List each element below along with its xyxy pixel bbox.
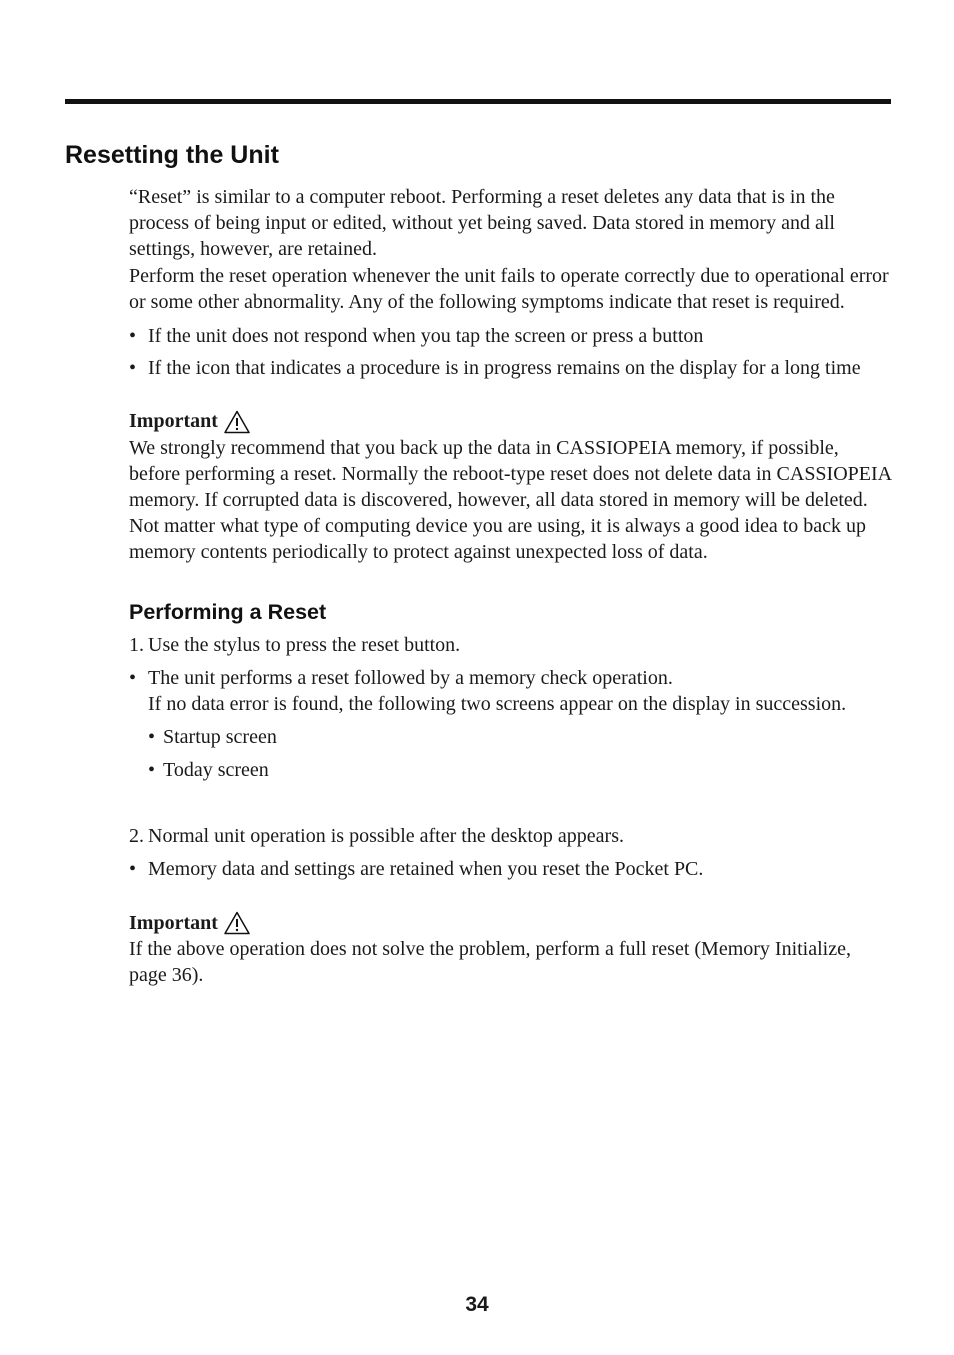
step-text: Use the stylus to press the reset button.	[148, 633, 461, 656]
symptom-text: If the unit does not respond when you tap the screen or press a button	[148, 325, 704, 348]
list-item	[129, 323, 891, 349]
list-item	[129, 724, 891, 750]
intro-paragraph-1: “Reset” is similar to a computer reboot. Performing a reset deletes any data that is in the process of being input or edited, without yet being saved. Data stored in memory and all settings, however, are retained.	[129, 186, 835, 261]
important-note	[129, 408, 891, 565]
symptom-text: If the icon that indicates a procedure is in progress remains on the display for a long time	[148, 357, 861, 380]
list-item	[129, 665, 891, 717]
important-label: Important	[129, 912, 218, 935]
important-text: We strongly recommend that you back up the data in CASSIOPEIA memory, if possible, before performing a reset. Normally the reboot-type reset does not delete data in CASSIOPEIA memory. If corrupted data is discovered, however, all data stored in memory will be deleted. Not matter what type of computing device you are using, it is always a good idea to back up memory contents periodically to protect against unexpected loss of data.	[129, 436, 892, 564]
bullet-marker: •	[129, 666, 137, 689]
important-label: Important	[129, 410, 218, 433]
important-heading	[129, 408, 891, 434]
step-note: Memory data and settings are retained when you reset the Pocket PC.	[148, 857, 704, 880]
list-item	[129, 757, 891, 783]
step-note: The unit performs a reset followed by a memory check operation.	[148, 666, 673, 689]
step-number: 2.	[129, 824, 144, 847]
page-number: 34	[465, 1293, 489, 1316]
important-note	[129, 910, 891, 989]
page-body	[129, 184, 891, 989]
screen-name: Today screen	[163, 759, 269, 782]
bullet-marker: •	[148, 726, 156, 749]
bullet-marker: •	[129, 325, 137, 348]
warning-triangle-icon	[224, 410, 250, 434]
list-item	[129, 856, 891, 882]
step-1	[129, 632, 891, 658]
bullet-marker: •	[148, 759, 156, 782]
important-text: If the above operation does not solve the problem, perform a full reset (Memory Initialize, page 36).	[129, 938, 851, 987]
step-note-detail: If no data error is found, the following two screens appear on the display in succession.	[148, 693, 847, 716]
list-item	[129, 355, 891, 381]
screen-name: Startup screen	[163, 726, 277, 749]
page-title: Resetting the Unit	[65, 141, 279, 169]
warning-triangle-icon	[224, 911, 250, 935]
intro-paragraph-2: Perform the reset operation whenever the unit fails to operate correctly due to operational error or some other abnormality. Any of the following symptoms indicate that reset is required.	[129, 264, 889, 313]
step-text: Normal unit operation is possible after the desktop appears.	[148, 824, 624, 847]
top-rule	[65, 99, 891, 104]
section-title: Performing a Reset	[129, 599, 327, 624]
step-2	[129, 823, 891, 849]
bullet-marker: •	[129, 357, 137, 380]
step-number: 1.	[129, 633, 144, 656]
bullet-marker: •	[129, 857, 137, 880]
important-heading	[129, 910, 891, 936]
